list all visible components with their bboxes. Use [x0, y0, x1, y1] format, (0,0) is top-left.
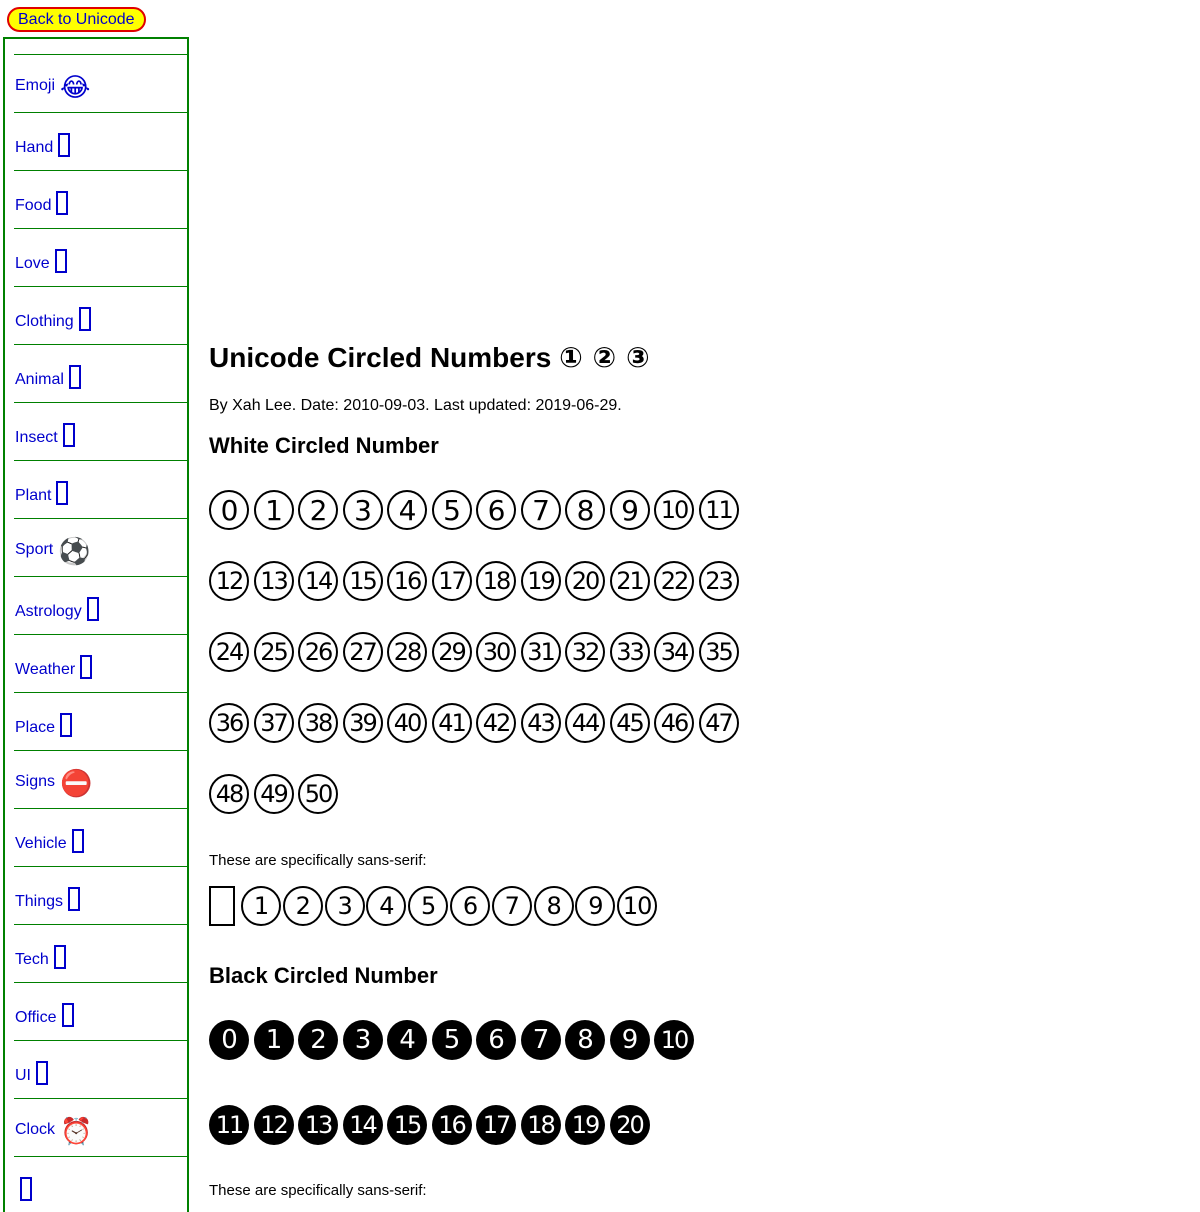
sidebar-item-label	[15, 771, 92, 797]
black-circled-15: 15	[387, 1105, 427, 1145]
page-title	[209, 340, 650, 376]
sidebar-item-ui[interactable]	[14, 1040, 189, 1098]
sidebar-item-label	[15, 365, 81, 390]
white-circled-32: 32	[565, 632, 605, 672]
white-circled-43: 43	[521, 703, 561, 743]
white-circled-25: 25	[254, 632, 294, 672]
alarm-clock-icon: ⏰	[60, 1117, 93, 1147]
black-circled-10: 10	[654, 1020, 694, 1060]
white-circled-45: 45	[610, 703, 650, 743]
sidebar-item-plant[interactable]	[14, 460, 189, 518]
sans-white-circled-3: 3	[325, 886, 365, 926]
sidebar-item-text: Love	[15, 255, 50, 272]
black-circled-0: 0	[209, 1020, 249, 1060]
white-circled-heading: White Circled Number	[209, 433, 439, 458]
sidebar-item-label	[15, 539, 91, 565]
sans-white-circled-missing	[209, 886, 235, 926]
sidebar-item-label	[15, 1003, 74, 1028]
missing-glyph-box-icon	[56, 481, 68, 505]
sidebar-item-text: Office	[15, 1009, 57, 1026]
sidebar-item-love[interactable]	[14, 228, 189, 286]
black-circled-9: 9	[610, 1020, 650, 1060]
white-circled-29: 29	[432, 632, 472, 672]
sidebar-item-more[interactable]	[14, 1156, 189, 1212]
sans-white-circled-1: 1	[241, 886, 281, 926]
white-circled-10: 10	[654, 490, 694, 530]
white-circled-3: 3	[343, 490, 383, 530]
missing-glyph-box-icon	[72, 829, 84, 853]
sidebar-item-label	[15, 423, 75, 448]
black-circled-11: 11	[209, 1105, 249, 1145]
white-circled-38: 38	[298, 703, 338, 743]
sans-white-circled-9: 9	[575, 886, 615, 926]
sans-serif-circled-row	[209, 886, 659, 926]
sidebar-item-text: Clock	[15, 1121, 56, 1138]
black-circled-3: 3	[343, 1020, 383, 1060]
missing-glyph-box-icon	[36, 1061, 48, 1085]
sidebar-item-label	[15, 1061, 48, 1086]
sans-serif-note-2: These are specifically sans-serif:	[209, 1182, 427, 1199]
missing-glyph-box-icon	[63, 423, 75, 447]
white-circled-16: 16	[387, 561, 427, 601]
black-circled-17: 17	[476, 1105, 516, 1145]
white-circled-9: 9	[610, 490, 650, 530]
missing-glyph-box-icon	[69, 365, 81, 389]
black-circled-8: 8	[565, 1020, 605, 1060]
category-list	[14, 54, 189, 1212]
sidebar-item-place[interactable]	[14, 692, 189, 750]
missing-glyph-box-icon	[68, 887, 80, 911]
black-circled-2: 2	[298, 1020, 338, 1060]
sidebar-item-text: UI	[15, 1067, 31, 1084]
black-circled-12: 12	[254, 1105, 294, 1145]
white-circled-47: 47	[699, 703, 739, 743]
white-circled-31: 31	[521, 632, 561, 672]
sidebar-item-label	[15, 1177, 32, 1202]
sidebar-item-label	[15, 887, 80, 912]
white-circled-grid	[209, 490, 769, 814]
white-circled-6: 6	[476, 490, 516, 530]
sans-white-circled-7: 7	[492, 886, 532, 926]
black-circled-5: 5	[432, 1020, 472, 1060]
white-circled-41: 41	[432, 703, 472, 743]
white-circled-4: 4	[387, 490, 427, 530]
white-circled-1: 1	[254, 490, 294, 530]
missing-glyph-box-icon	[54, 945, 66, 969]
white-circled-21: 21	[610, 561, 650, 601]
white-circled-7: 7	[521, 490, 561, 530]
black-circled-7: 7	[521, 1020, 561, 1060]
sidebar-item-text: Weather	[15, 661, 76, 678]
sans-white-circled-2: 2	[283, 886, 323, 926]
sidebar-item-sport[interactable]	[14, 518, 189, 576]
sidebar-item-tech[interactable]	[14, 924, 189, 982]
white-circled-48: 48	[209, 774, 249, 814]
sidebar-item-hand[interactable]	[14, 112, 189, 170]
black-circled-19: 19	[565, 1105, 605, 1145]
sidebar-item-astrology[interactable]	[14, 576, 189, 634]
white-circled-14: 14	[298, 561, 338, 601]
sidebar-item-text: Things	[15, 893, 64, 910]
white-circled-12: 12	[209, 561, 249, 601]
sidebar-item-label	[15, 655, 92, 680]
black-circled-13: 13	[298, 1105, 338, 1145]
sidebar-item-emoji[interactable]	[14, 54, 189, 112]
black-circled-grid	[209, 1020, 729, 1145]
sidebar-item-text: Insect	[15, 429, 58, 446]
white-circled-2: 2	[298, 490, 338, 530]
page-title-text: Unicode Circled Numbers	[209, 342, 552, 373]
white-circled-49: 49	[254, 774, 294, 814]
sans-white-circled-5: 5	[408, 886, 448, 926]
sidebar-item-label	[15, 191, 68, 216]
white-circled-15: 15	[343, 561, 383, 601]
sidebar-item-label	[15, 249, 67, 274]
sidebar-item-label	[15, 597, 99, 622]
white-circled-46: 46	[654, 703, 694, 743]
sidebar-item-weather[interactable]	[14, 634, 189, 692]
white-circled-22: 22	[654, 561, 694, 601]
white-circled-44: 44	[565, 703, 605, 743]
white-circled-34: 34	[654, 632, 694, 672]
sidebar-item-clothing[interactable]	[14, 286, 189, 344]
sidebar-item-label	[15, 713, 72, 738]
face-with-tears-of-joy-icon: 😂	[60, 73, 91, 103]
white-circled-39: 39	[343, 703, 383, 743]
white-circled-24: 24	[209, 632, 249, 672]
sidebar-item-things[interactable]	[14, 866, 189, 924]
sidebar-item-label	[15, 75, 90, 101]
sidebar-item-text: Plant	[15, 487, 52, 504]
sidebar-item-text: Food	[15, 197, 52, 214]
white-circled-18: 18	[476, 561, 516, 601]
sidebar-item-insect[interactable]	[14, 402, 189, 460]
category-sidebar	[3, 37, 189, 1212]
black-circled-16: 16	[432, 1105, 472, 1145]
sidebar-item-label	[15, 481, 68, 506]
white-circled-40: 40	[387, 703, 427, 743]
white-circled-5: 5	[432, 490, 472, 530]
white-circled-35: 35	[699, 632, 739, 672]
sidebar-item-clock[interactable]	[14, 1098, 189, 1156]
white-circled-17: 17	[432, 561, 472, 601]
sidebar-item-label	[15, 945, 66, 970]
missing-glyph-box-icon	[58, 133, 70, 157]
byline: By Xah Lee. Date: 2010-09-03. Last updated: 2019-06-29.	[209, 397, 622, 414]
missing-glyph-box-icon	[87, 597, 99, 621]
white-circled-33: 33	[610, 632, 650, 672]
sidebar-item-text: Astrology	[15, 603, 82, 620]
no-entry-icon: ⛔	[60, 769, 93, 799]
back-to-unicode-button[interactable]: Back to Unicode	[7, 7, 146, 32]
missing-glyph-box-icon	[79, 307, 91, 331]
black-circled-14: 14	[343, 1105, 383, 1145]
sidebar-item-text: Tech	[15, 951, 49, 968]
white-circled-42: 42	[476, 703, 516, 743]
sidebar-item-signs[interactable]	[14, 750, 189, 808]
sans-serif-note: These are specifically sans-serif:	[209, 852, 427, 869]
white-circled-13: 13	[254, 561, 294, 601]
missing-glyph-box-icon	[60, 713, 72, 737]
sidebar-item-label	[15, 133, 70, 158]
sidebar-item-animal[interactable]	[14, 344, 189, 402]
missing-glyph-box-icon	[56, 191, 68, 215]
sidebar-item-text: Signs	[15, 773, 56, 790]
black-circled-20: 20	[610, 1105, 650, 1145]
sidebar-item-vehicle[interactable]	[14, 808, 189, 866]
black-circled-6: 6	[476, 1020, 516, 1060]
white-circled-23: 23	[699, 561, 739, 601]
missing-glyph-box-icon	[55, 249, 67, 273]
black-circled-4: 4	[387, 1020, 427, 1060]
soccer-ball-icon: ⚽	[58, 537, 91, 567]
missing-glyph-box-icon	[62, 1003, 74, 1027]
white-circled-8: 8	[565, 490, 605, 530]
white-circled-28: 28	[387, 632, 427, 672]
white-circled-11: 11	[699, 490, 739, 530]
sidebar-item-office[interactable]	[14, 982, 189, 1040]
sans-white-circled-6: 6	[450, 886, 490, 926]
black-circled-18: 18	[521, 1105, 561, 1145]
white-circled-26: 26	[298, 632, 338, 672]
sidebar-item-text: Place	[15, 719, 56, 736]
white-circled-19: 19	[521, 561, 561, 601]
missing-glyph-box-icon	[20, 1177, 32, 1201]
sidebar-item-text: Clothing	[15, 313, 74, 330]
black-circled-heading: Black Circled Number	[209, 963, 438, 988]
white-circled-37: 37	[254, 703, 294, 743]
white-circled-50: 50	[298, 774, 338, 814]
sidebar-item-food[interactable]	[14, 170, 189, 228]
white-circled-27: 27	[343, 632, 383, 672]
sidebar-item-label	[15, 307, 91, 332]
page-title-glyphs: ① ② ③	[559, 341, 650, 374]
missing-glyph-box-icon	[80, 655, 92, 679]
sans-white-circled-8: 8	[534, 886, 574, 926]
sans-white-circled-10: 10	[617, 886, 657, 926]
white-circled-0: 0	[209, 490, 249, 530]
white-circled-36: 36	[209, 703, 249, 743]
sidebar-item-label	[15, 829, 84, 854]
sidebar-item-text: Vehicle	[15, 835, 67, 852]
sidebar-item-text: Hand	[15, 139, 54, 156]
sidebar-item-label	[15, 1119, 92, 1145]
white-circled-30: 30	[476, 632, 516, 672]
black-circled-1: 1	[254, 1020, 294, 1060]
sidebar-item-text: Animal	[15, 371, 64, 388]
sidebar-item-text: Emoji	[15, 77, 56, 94]
white-circled-20: 20	[565, 561, 605, 601]
sans-white-circled-4: 4	[366, 886, 406, 926]
sidebar-item-text: Sport	[15, 541, 54, 558]
